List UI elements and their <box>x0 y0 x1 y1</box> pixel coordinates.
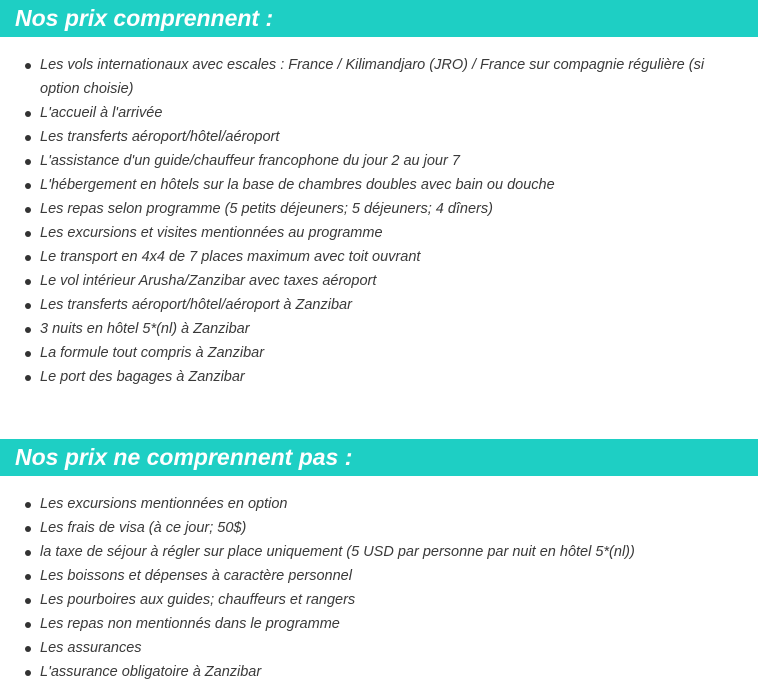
list-item <box>0 149 758 173</box>
list-item-text: Les transferts aéroport/hôtel/aéroport à Zanzibar <box>40 297 352 313</box>
included-list <box>0 53 758 389</box>
bullet-icon <box>25 279 31 285</box>
list-item <box>0 660 758 684</box>
bullet-icon <box>25 351 31 357</box>
list-item <box>0 341 758 365</box>
list-item-text: La formule tout compris à Zanzibar <box>40 345 265 361</box>
bullet-icon <box>25 255 31 261</box>
list-item <box>0 492 758 516</box>
bullet-icon <box>25 327 31 333</box>
bullet-icon <box>25 646 31 652</box>
bullet-icon <box>25 111 31 117</box>
list-item <box>0 269 758 293</box>
bullet-icon <box>25 502 31 508</box>
list-item <box>0 636 758 660</box>
list-item <box>0 53 758 101</box>
list-item-text: Le transport en 4x4 de 7 places maximum avec toit ouvrant <box>40 249 421 265</box>
bullet-icon <box>25 159 31 165</box>
list-item-text: Les assurances <box>40 640 142 656</box>
list-item-text: L'accueil à l'arrivée <box>40 105 163 121</box>
list-item-text: L'hébergement en hôtels sur la base de chambres doubles avec bain ou douche <box>40 177 555 193</box>
list-item-text: Les repas selon programme (5 petits déjeuners; 5 déjeuners; 4 dîners) <box>40 201 493 217</box>
list-item <box>0 540 758 564</box>
list-item <box>0 293 758 317</box>
bullet-icon <box>25 183 31 189</box>
list-item <box>0 101 758 125</box>
bullet-icon <box>25 135 31 141</box>
bullet-icon <box>25 550 31 556</box>
list-item <box>0 516 758 540</box>
list-item-text: Le vol intérieur Arusha/Zanzibar avec taxes aéroport <box>40 273 377 289</box>
bullet-icon <box>25 207 31 213</box>
list-item <box>0 197 758 221</box>
list-item-text: Les vols internationaux avec escales : France / Kilimandjaro (JRO) / France sur compagnie régulière (si option choisie) <box>40 57 705 97</box>
list-item <box>0 564 758 588</box>
bullet-icon <box>25 574 31 580</box>
bullet-icon <box>25 231 31 237</box>
list-item <box>0 612 758 636</box>
list-item <box>0 317 758 341</box>
list-item <box>0 365 758 389</box>
list-item-text: Les repas non mentionnés dans le programme <box>40 616 340 632</box>
bullet-icon <box>25 375 31 381</box>
list-item-text: 3 nuits en hôtel 5*(nl) à Zanzibar <box>40 321 250 337</box>
list-item-text: la taxe de séjour à régler sur place uniquement (5 USD par personne par nuit en hôtel 5*(nl)) <box>40 544 635 560</box>
list-item <box>0 588 758 612</box>
bullet-icon <box>25 63 31 69</box>
list-item <box>0 125 758 149</box>
bullet-icon <box>25 526 31 532</box>
list-item-text: Les excursions mentionnées en option <box>40 496 288 512</box>
list-item-text: Les boissons et dépenses à caractère personnel <box>40 568 352 584</box>
excluded-section-title: Nos prix ne comprennent pas : <box>0 439 758 476</box>
excluded-list <box>0 492 758 684</box>
bullet-icon <box>25 670 31 676</box>
list-item-text: Les frais de visa (à ce jour; 50$) <box>40 520 247 536</box>
list-item <box>0 173 758 197</box>
list-item-text: Les excursions et visites mentionnées au programme <box>40 225 383 241</box>
bullet-icon <box>25 622 31 628</box>
list-item <box>0 245 758 269</box>
list-item-text: L'assurance obligatoire à Zanzibar <box>40 664 262 680</box>
included-section-title: Nos prix comprennent : <box>0 0 758 37</box>
list-item-text: Les pourboires aux guides; chauffeurs et rangers <box>40 592 356 608</box>
bullet-icon <box>25 303 31 309</box>
list-item <box>0 221 758 245</box>
list-item-text: L'assistance d'un guide/chauffeur francophone du jour 2 au jour 7 <box>40 153 460 169</box>
bullet-icon <box>25 598 31 604</box>
list-item-text: Les transferts aéroport/hôtel/aéroport <box>40 129 280 145</box>
list-item-text: Le port des bagages à Zanzibar <box>40 369 245 385</box>
